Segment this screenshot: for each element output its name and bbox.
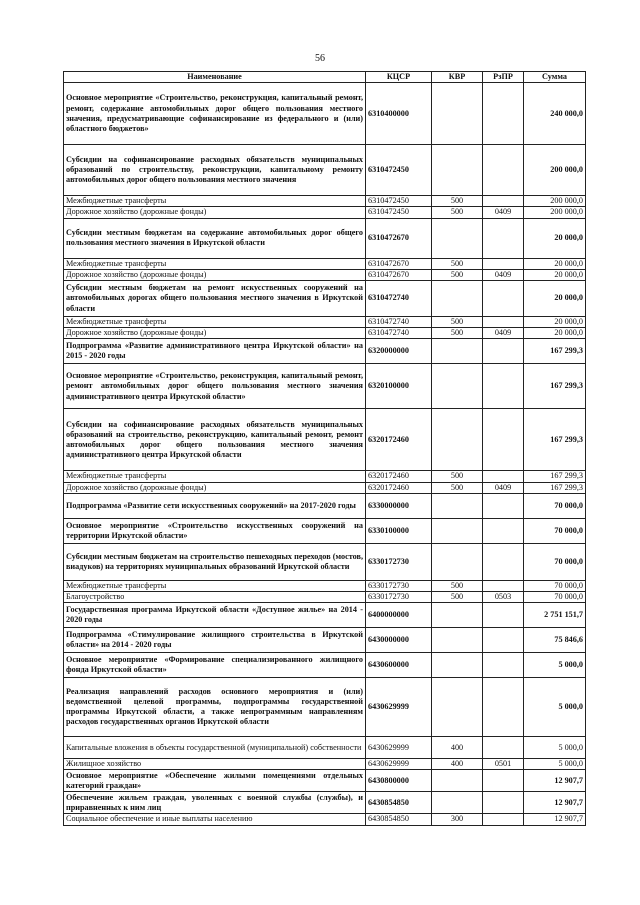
table-row [64,580,586,591]
table-row [64,281,586,317]
row-rzpr-cell [483,770,524,792]
row-sum-cell: 75 846,6 [524,628,586,653]
row-kcsr-cell: 6430629999 [366,737,432,759]
row-name-cell: Основное мероприятие «Строительство искусственных сооружений на территории Иркутской области» [64,518,366,543]
row-name-cell: Межбюджетные трансферты [64,580,366,591]
row-rzpr-cell: 0409 [483,269,524,280]
row-name-cell: Межбюджетные трансферты [64,471,366,482]
row-kcsr-cell: 6320172460 [366,409,432,471]
row-name-cell: Основное мероприятие «Обеспечение жилыми помещениями отдельных категорий граждан» [64,770,366,792]
row-rzpr-cell: 0503 [483,592,524,603]
table-row [64,269,586,280]
row-name-cell: Субсидии местным бюджетам на ремонт искусственных сооружений на автомобильных дорогах общего пользования местного значения в Иркутской области [64,281,366,317]
table-row [64,83,586,145]
row-name-cell: Капитальные вложения в объекты государственной (муниципальной) собственности [64,737,366,759]
row-sum-cell: 5 000,0 [524,653,586,678]
row-kvr-cell: 500 [432,317,483,328]
table-row [64,328,586,339]
row-name-cell: Основное мероприятие «Формирование специализированного жилищного фонда Иркутской области» [64,653,366,678]
row-kcsr-cell: 6430629999 [366,678,432,737]
row-sum-cell: 70 000,0 [524,518,586,543]
table-row [64,653,586,678]
row-kvr-cell [432,339,483,364]
row-name-cell: Дорожное хозяйство (дорожные фонды) [64,269,366,280]
row-kvr-cell [432,493,483,518]
row-name-cell: Благоустройство [64,592,366,603]
table-row [64,628,586,653]
row-kvr-cell [432,409,483,471]
table-row [64,770,586,792]
table-row [64,518,586,543]
row-name-cell: Подпрограмма «Развитие административного центра Иркутской области» на 2015 - 2020 годы [64,339,366,364]
row-kcsr-cell: 6310472450 [366,196,432,207]
row-kvr-cell [432,518,483,543]
row-sum-cell: 70 000,0 [524,580,586,591]
row-kvr-cell: 400 [432,759,483,770]
table-row [64,317,586,328]
row-rzpr-cell [483,258,524,269]
row-sum-cell: 167 299,3 [524,409,586,471]
row-kvr-cell: 400 [432,737,483,759]
row-kcsr-cell: 6400000000 [366,603,432,628]
row-sum-cell: 5 000,0 [524,759,586,770]
table-row [64,759,586,770]
row-kvr-cell: 500 [432,328,483,339]
table-row [64,493,586,518]
row-name-cell: Подпрограмма «Стимулирование жилищного строительства в Иркутской области» на 2014 - 2020 годы [64,628,366,653]
row-sum-cell: 5 000,0 [524,737,586,759]
row-sum-cell: 20 000,0 [524,269,586,280]
row-sum-cell: 167 299,3 [524,339,586,364]
table-row [64,339,586,364]
row-kcsr-cell: 6320172460 [366,471,432,482]
row-name-cell: Субсидии местным бюджетам на строительство пешеходных переходов (мостов, виадуков) на территориях муниципальных образований Иркутской области [64,543,366,580]
row-rzpr-cell [483,339,524,364]
row-sum-cell: 167 299,3 [524,364,586,409]
row-rzpr-cell [483,196,524,207]
row-kcsr-cell: 6320000000 [366,339,432,364]
table-row [64,678,586,737]
row-kcsr-cell: 6430800000 [366,770,432,792]
row-rzpr-cell [483,317,524,328]
table-row [64,482,586,493]
row-name-cell: Межбюджетные трансферты [64,196,366,207]
table-row [64,258,586,269]
row-rzpr-cell: 0501 [483,759,524,770]
row-rzpr-cell [483,281,524,317]
row-kcsr-cell: 6310472670 [366,269,432,280]
row-sum-cell: 70 000,0 [524,543,586,580]
row-rzpr-cell [483,218,524,258]
row-sum-cell: 20 000,0 [524,281,586,317]
row-name-cell: Дорожное хозяйство (дорожные фонды) [64,207,366,218]
table-row [64,409,586,471]
table-row [64,196,586,207]
row-name-cell: Обеспечение жильем граждан, уволенных с военной службы (службы), и приравненных к ним лиц [64,792,366,814]
row-name-cell: Основное мероприятие «Строительство, реконструкция, капитальный ремонт, ремонт, содержание автомобильных дорог общего пользования местного значения, предусматривающие софинансирование из федерального и (или) областного бюджетов» [64,83,366,145]
row-rzpr-cell [483,471,524,482]
table-header-row [64,72,586,83]
row-sum-cell: 70 000,0 [524,592,586,603]
table-row [64,792,586,814]
row-sum-cell: 167 299,3 [524,471,586,482]
row-sum-cell: 200 000,0 [524,196,586,207]
row-rzpr-cell: 0409 [483,482,524,493]
row-rzpr-cell [483,628,524,653]
table-row [64,218,586,258]
row-name-cell: Субсидии местным бюджетам на содержание автомобильных дорог общего пользования местного значения в Иркутской области [64,218,366,258]
row-kvr-cell: 500 [432,258,483,269]
row-kcsr-cell: 6310472740 [366,281,432,317]
row-kvr-cell [432,218,483,258]
row-name-cell: Государственная программа Иркутской области «Доступное жилье» на 2014 - 2020 годы [64,603,366,628]
row-kvr-cell: 500 [432,482,483,493]
row-rzpr-cell [483,409,524,471]
row-kvr-cell [432,364,483,409]
row-rzpr-cell [483,580,524,591]
row-rzpr-cell: 0409 [483,207,524,218]
row-kvr-cell [432,653,483,678]
table-row [64,471,586,482]
row-kcsr-cell: 6310400000 [366,83,432,145]
row-kvr-cell: 500 [432,471,483,482]
row-rzpr-cell [483,145,524,196]
row-sum-cell: 12 907,7 [524,814,586,825]
row-kvr-cell [432,603,483,628]
row-kcsr-cell: 6310472670 [366,218,432,258]
row-sum-cell: 70 000,0 [524,493,586,518]
row-name-cell: Межбюджетные трансферты [64,317,366,328]
table-row [64,603,586,628]
row-name-cell: Социальное обеспечение и иные выплаты населению [64,814,366,825]
row-name-cell: Субсидии на софинансирование расходных обязательств муниципальных образований по строительству, реконструкции, капитальному ремонту автомобильных дорог общего пользования местного значения [64,145,366,196]
row-kcsr-cell: 6430854850 [366,814,432,825]
table-row [64,364,586,409]
header-sum: Сумма [524,72,586,83]
row-rzpr-cell [483,364,524,409]
row-kcsr-cell: 6310472670 [366,258,432,269]
row-kvr-cell [432,83,483,145]
row-rzpr-cell [483,814,524,825]
row-name-cell: Подпрограмма «Развитие сети искусственных сооружений» на 2017-2020 годы [64,493,366,518]
table-row [64,737,586,759]
row-kcsr-cell: 6330172730 [366,580,432,591]
row-sum-cell: 20 000,0 [524,218,586,258]
row-kcsr-cell: 6320172460 [366,482,432,493]
row-kcsr-cell: 6310472450 [366,207,432,218]
table-row [64,207,586,218]
row-kcsr-cell: 6310472450 [366,145,432,196]
row-kcsr-cell: 6430600000 [366,653,432,678]
row-rzpr-cell [483,792,524,814]
row-kcsr-cell: 6310472740 [366,328,432,339]
row-kcsr-cell: 6330172730 [366,543,432,580]
page-number: 56 [315,53,325,64]
row-kcsr-cell: 6320100000 [366,364,432,409]
row-kvr-cell [432,145,483,196]
header-name: Наименование [64,72,366,83]
header-kvr: КВР [432,72,483,83]
row-kvr-cell: 500 [432,196,483,207]
header-kcsr: КЦСР [366,72,432,83]
row-kvr-cell [432,628,483,653]
row-kcsr-cell: 6330100000 [366,518,432,543]
row-kcsr-cell: 6430854850 [366,792,432,814]
row-rzpr-cell [483,518,524,543]
header-rzpr: РзПР [483,72,524,83]
budget-table [63,71,586,826]
row-rzpr-cell [483,678,524,737]
row-rzpr-cell [483,737,524,759]
row-kvr-cell: 500 [432,269,483,280]
row-kvr-cell: 500 [432,592,483,603]
row-sum-cell: 20 000,0 [524,317,586,328]
row-kcsr-cell: 6430000000 [366,628,432,653]
row-name-cell: Дорожное хозяйство (дорожные фонды) [64,328,366,339]
row-rzpr-cell: 0409 [483,328,524,339]
row-sum-cell: 167 299,3 [524,482,586,493]
row-sum-cell: 12 907,7 [524,770,586,792]
row-sum-cell: 5 000,0 [524,678,586,737]
row-kvr-cell [432,678,483,737]
table-row [64,814,586,825]
row-kcsr-cell: 6430629999 [366,759,432,770]
row-kvr-cell [432,281,483,317]
row-sum-cell: 240 000,0 [524,83,586,145]
row-name-cell: Дорожное хозяйство (дорожные фонды) [64,482,366,493]
row-sum-cell: 200 000,0 [524,145,586,196]
row-kvr-cell: 300 [432,814,483,825]
table-row [64,592,586,603]
row-name-cell: Основное мероприятие «Строительство, реконструкция, капитальный ремонт, ремонт автомобильных дорог общего пользования местного значения административного центра Иркутской области» [64,364,366,409]
row-sum-cell: 20 000,0 [524,328,586,339]
row-name-cell: Субсидии на софинансирование расходных обязательств муниципальных образований на строительство, реконструкцию, капитальный ремонт, ремонт автомобильных дорог общего пользования местного значения административного центра Иркутской области [64,409,366,471]
row-name-cell: Жилищное хозяйство [64,759,366,770]
table-row [64,543,586,580]
row-sum-cell: 20 000,0 [524,258,586,269]
row-kcsr-cell: 6330172730 [366,592,432,603]
table-row [64,145,586,196]
row-rzpr-cell [483,83,524,145]
row-sum-cell: 2 751 151,7 [524,603,586,628]
row-rzpr-cell [483,493,524,518]
row-sum-cell: 12 907,7 [524,792,586,814]
row-kcsr-cell: 6310472740 [366,317,432,328]
row-rzpr-cell [483,603,524,628]
row-sum-cell: 200 000,0 [524,207,586,218]
row-name-cell: Межбюджетные трансферты [64,258,366,269]
row-kvr-cell [432,770,483,792]
row-kvr-cell: 500 [432,580,483,591]
row-name-cell: Реализация направлений расходов основного мероприятия и (или) ведомственной целевой программы, подпрограммы государственной программы Иркутской области, а также непрограммным направлениям расходов государственных органов Иркутской области [64,678,366,737]
row-kcsr-cell: 6330000000 [366,493,432,518]
row-kvr-cell: 500 [432,207,483,218]
row-kvr-cell [432,543,483,580]
row-rzpr-cell [483,543,524,580]
row-rzpr-cell [483,653,524,678]
row-kvr-cell [432,792,483,814]
